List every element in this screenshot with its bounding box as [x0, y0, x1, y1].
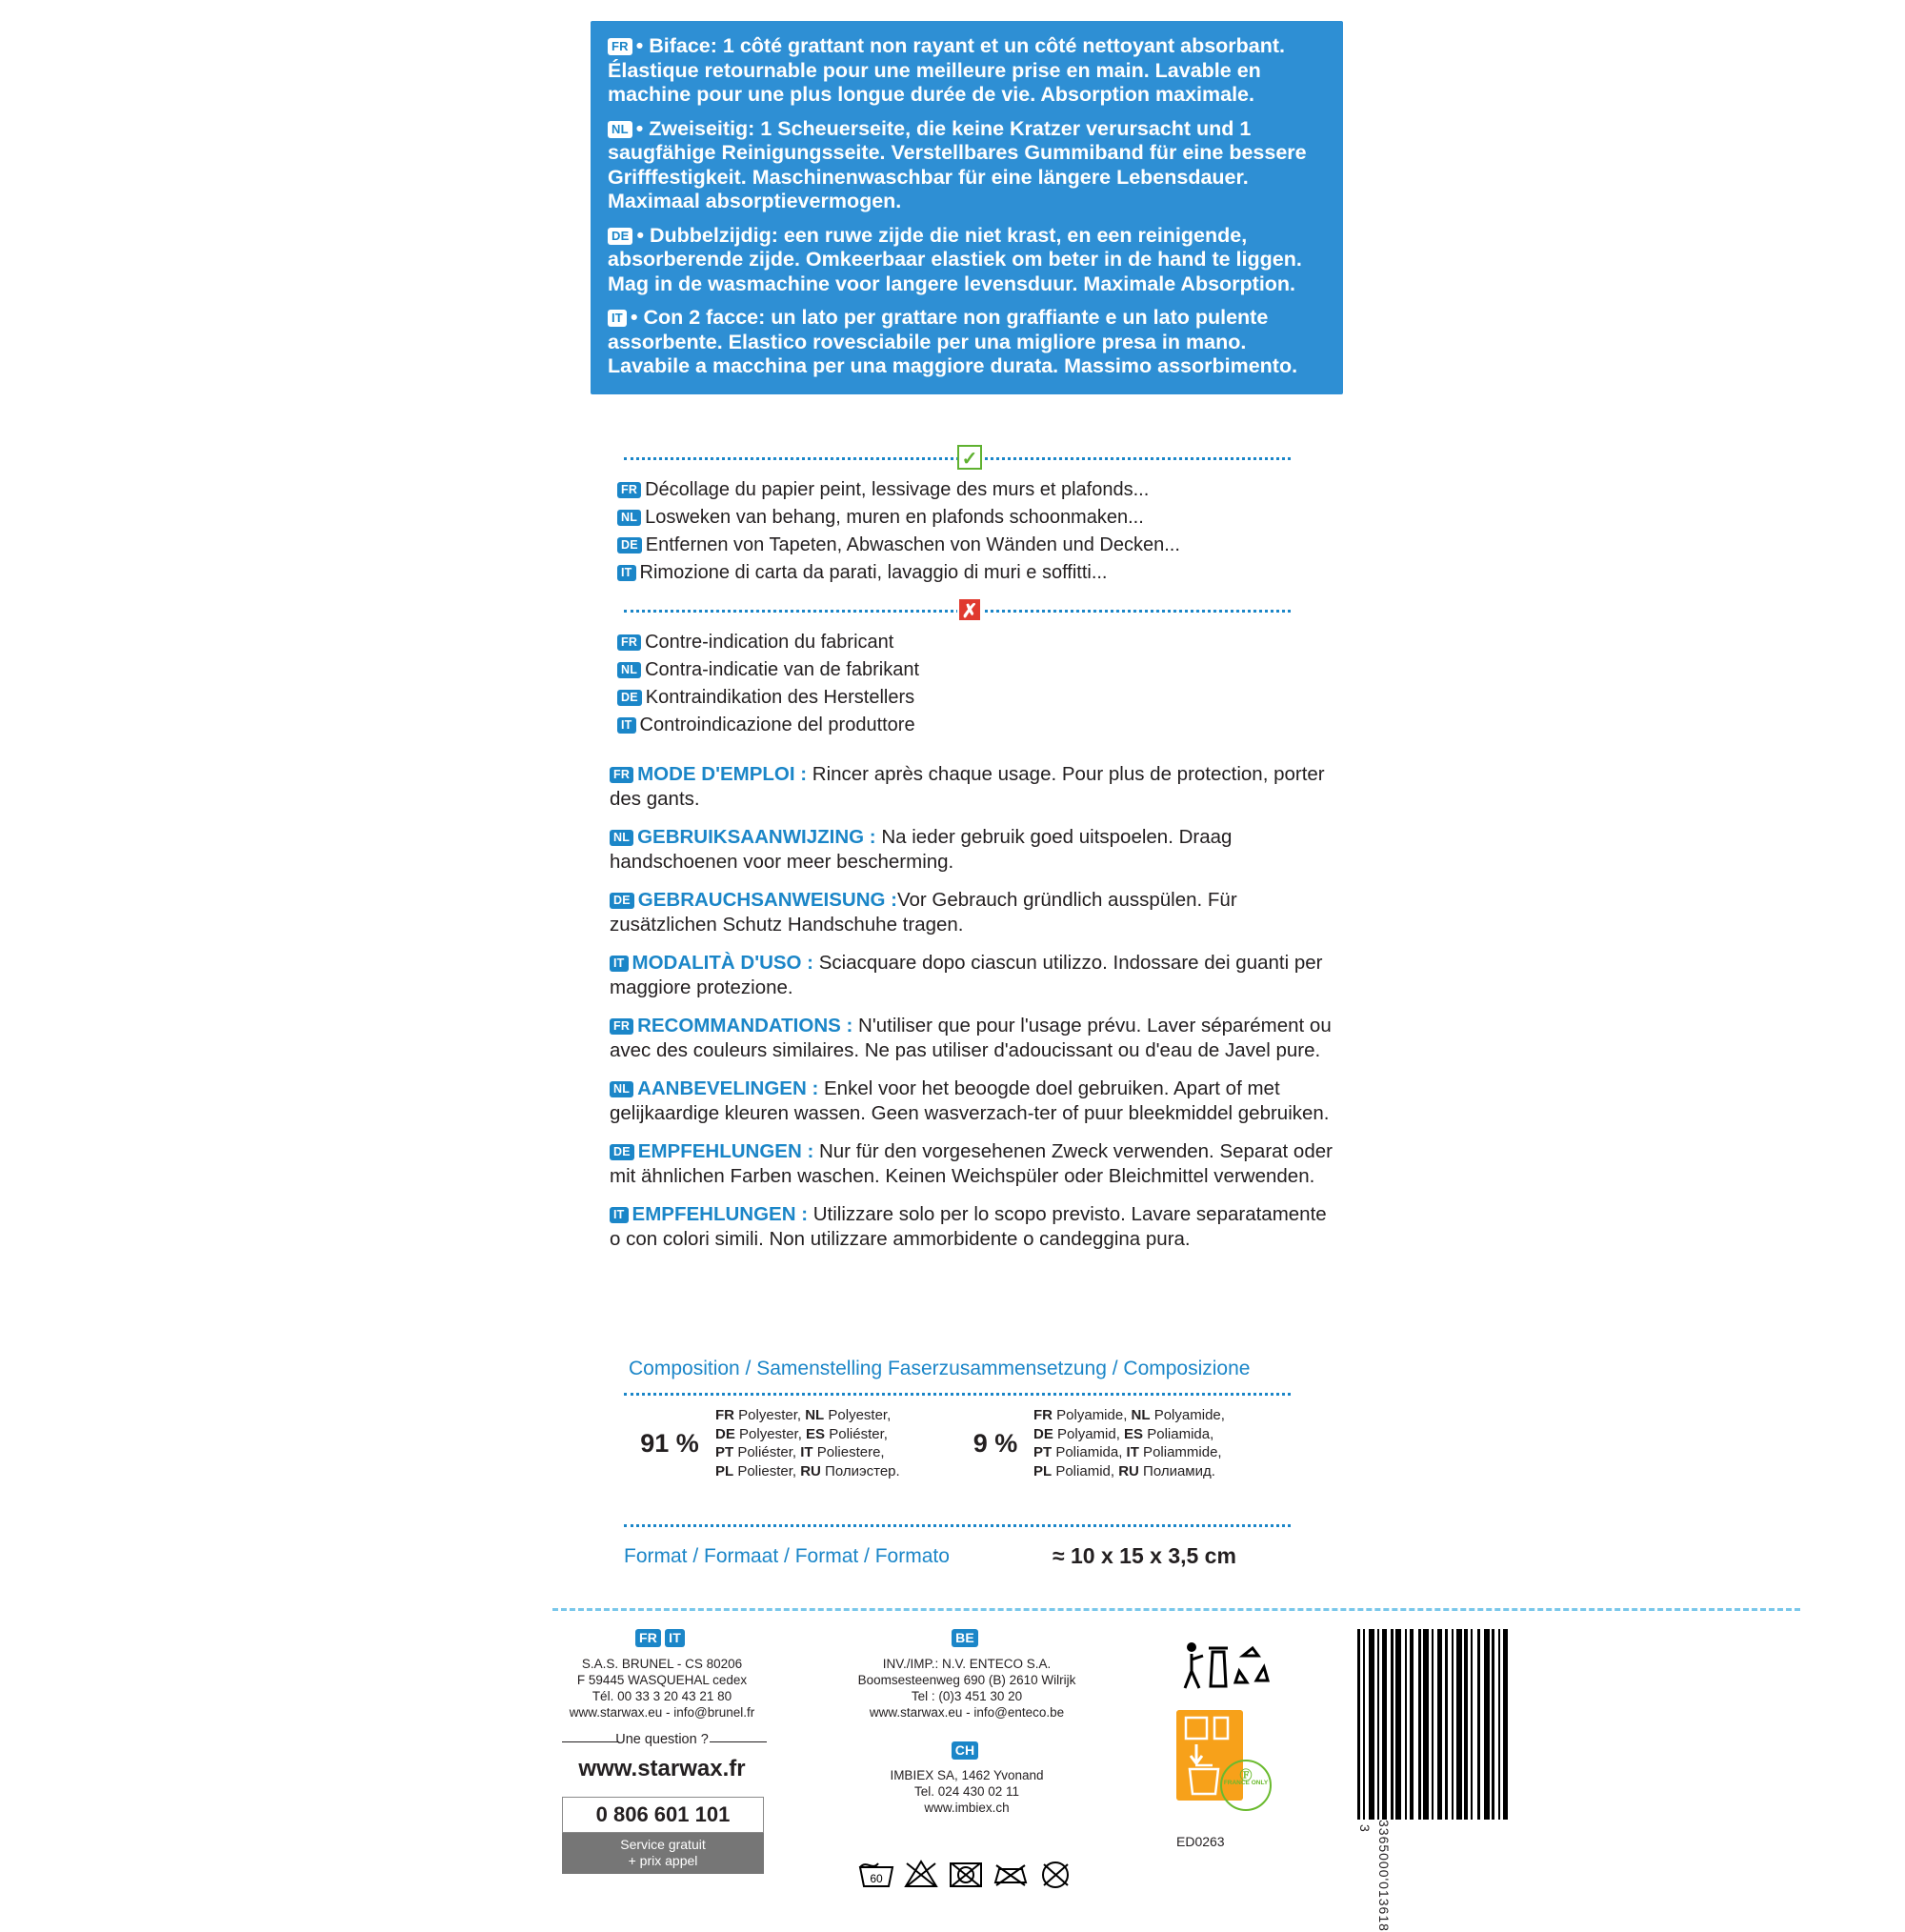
- feature-nl-text: • Zweiseitig: 1 Scheuerseite, die keine Kratzer verursacht und 1 saugfähige Reinigungsseite. Verstellbares Gummiband für eine bessere Grifffestigkeit. Maschinenwaschbar für eine längere Lebensdauer. Maximaal absorptievermogen.: [608, 116, 1307, 212]
- composition-title: Composition / Samenstelling Faserzusammensetzung / Composizione: [629, 1358, 1251, 1379]
- composition-materials-2: FR Polyamide, NL Polyamide, DE Polyamid, ES Poliamida, PT Poliamida, IT Poliammide, PL Poliamid, RU Полиамид.: [1033, 1407, 1225, 1479]
- svg-text:60: 60: [870, 1872, 883, 1885]
- format-row: [624, 1543, 1291, 1569]
- addr-line: Boomsesteenweg 690 (B) 2610 Wilrijk: [857, 1673, 1076, 1687]
- feature-fr: [608, 34, 1326, 108]
- uses-nl-text: Losweken van behang, muren en plafonds schoonmaken...: [645, 507, 1144, 528]
- product-features-panel: [591, 21, 1343, 394]
- lang-badge-fr: FR: [617, 482, 641, 498]
- no-bleach-icon: [902, 1856, 940, 1890]
- lang-badge-it: IT: [665, 1629, 685, 1647]
- instruction-block: [610, 1139, 1334, 1189]
- addr-line[interactable]: www.starwax.eu - info@brunel.fr: [569, 1705, 755, 1720]
- instruction-title: GEBRUIKSAANWIJZING :: [637, 826, 876, 848]
- check-icon: ✓: [957, 445, 982, 470]
- barcode-leading-digit: 3: [1357, 1824, 1373, 1832]
- composition-table: [624, 1393, 1291, 1480]
- recycling-icons: [1176, 1639, 1281, 1849]
- addr-line: S.A.S. BRUNEL - CS 80206: [581, 1657, 743, 1671]
- uses-fr-text: Décollage du papier peint, lessivage des murs et plafonds...: [645, 479, 1150, 500]
- care-symbols: [857, 1856, 1074, 1890]
- composition-column-2: [957, 1406, 1291, 1480]
- feature-it: [608, 306, 1326, 379]
- lang-badge-it: IT: [608, 310, 627, 327]
- addr-line[interactable]: www.starwax.eu - info@enteco.be: [869, 1705, 1065, 1720]
- instruction-text: N'utiliser que pour l'usage prévu. Laver séparément ou avec des couleurs similaires. Ne pas utiliser d'adoucissant ou d'eau de Javel pure.: [610, 1015, 1332, 1061]
- instruction-block: [610, 1077, 1334, 1126]
- instructions-section: [610, 762, 1334, 1265]
- warning-de-text: Kontraindikation des Herstellers: [645, 687, 915, 708]
- lang-badge-de: DE: [608, 228, 632, 245]
- feature-de: [608, 224, 1326, 297]
- list-item: [617, 559, 1180, 586]
- dotted-separator-composition-bottom: [624, 1524, 1291, 1527]
- barcode-bars: [1357, 1629, 1508, 1820]
- instruction-block: [610, 1202, 1334, 1252]
- uses-list: [617, 476, 1180, 587]
- instruction-title: RECOMMANDATIONS :: [637, 1015, 853, 1036]
- france-only-text: FRANCE ONLY: [1223, 1780, 1269, 1786]
- lang-badge-it: IT: [617, 565, 636, 581]
- instruction-block: [610, 888, 1334, 937]
- lang-badge-fr: FR: [610, 767, 633, 783]
- lang-badge-nl: NL: [610, 1081, 633, 1097]
- lang-badge-de: DE: [610, 1144, 634, 1160]
- dispose-in-bin-icon: [1176, 1639, 1281, 1696]
- comp-line: Polyester,: [738, 1407, 806, 1423]
- composition-percent-2: 9 %: [973, 1428, 1018, 1458]
- feature-de-text: • Dubbelzijdig: een ruwe zijde die niet krast, en een reinigende, absorberende zijde. Omkeerbaar elastiek om beter in de hand te liggen. Mag in de wasmachine voor langere levensduur. Maximale Absorption.: [608, 223, 1302, 295]
- barcode-number: 3365000'013618: [1376, 1820, 1392, 1932]
- lang-badge-be: BE: [952, 1629, 978, 1647]
- lang-badge-nl: NL: [617, 662, 641, 678]
- instruction-text: Utilizzare solo per lo scopo previsto. Lavare separatamente o con colori simili. Non utilizzare ammorbidente o candeggina pura.: [610, 1203, 1327, 1250]
- lang-badge-de: DE: [617, 537, 642, 553]
- list-item: [617, 712, 919, 738]
- footer: [552, 1620, 1819, 1932]
- enteco-address: [810, 1656, 1124, 1721]
- addr-line: Tel : (0)3 451 30 20: [911, 1689, 1023, 1703]
- feature-nl: [608, 117, 1326, 214]
- brunel-address: [552, 1656, 772, 1721]
- imbiex-address: [810, 1767, 1124, 1816]
- instruction-text: Enkel voor het beoogde doel gebruiken. Apart of met gelijkaardige kleuren wassen. Geen wasverzach-ter of puur bleekmiddel gebruiken.: [610, 1077, 1330, 1124]
- list-item: [617, 684, 919, 711]
- no-tumble-dry-icon: [947, 1856, 985, 1890]
- instruction-text: Sciacquare dopo ciascun utilizzo. Indossare dei guanti per maggiore protezione.: [610, 952, 1323, 998]
- composition-materials-1: FR Polyester, NL Polyester, DE Polyester, ES Poliéster, PT Poliéster, IT Poliestere, PL Poliester, RU Полиэстер.: [715, 1407, 900, 1479]
- instruction-title: EMPFEHLUNGEN :: [637, 1140, 814, 1162]
- addr-line: Tél. 00 33 3 20 43 21 80: [592, 1689, 732, 1703]
- lang-badge-nl: NL: [610, 830, 633, 846]
- no-iron-icon: [992, 1856, 1030, 1890]
- feature-it-text: • Con 2 facce: un lato per grattare non graffiante e un lato pulente assorbente. Elastico rovesciabile per una migliore presa in mano. Lavabile a macchina per una maggiore durata. Massimo assorbimento.: [608, 306, 1298, 377]
- france-only-badge: Ⓕ FRANCE ONLY: [1220, 1760, 1272, 1811]
- enteco-lang-badge: [810, 1629, 1124, 1649]
- imbiex-lang-badge: [810, 1741, 1124, 1761]
- instruction-text: Na ieder gebruik goed uitspoelen. Draag handschoenen voor meer bescherming.: [610, 826, 1233, 873]
- cross-icon: ✗: [957, 597, 982, 622]
- lang-badge-fr: FR: [610, 1018, 633, 1035]
- addr-line[interactable]: www.imbiex.ch: [924, 1801, 1010, 1815]
- ed-code: ED0263: [1176, 1834, 1225, 1849]
- instruction-title: EMPFEHLUNGEN :: [632, 1203, 809, 1225]
- instruction-block: [610, 825, 1334, 875]
- phone-note-line2: + prix appel: [628, 1853, 698, 1868]
- composition-percent-1: 91 %: [640, 1428, 699, 1458]
- cut-line: [552, 1608, 1800, 1611]
- addr-line: F 59445 WASQUEHAL cedex: [576, 1673, 748, 1687]
- addr-line: Tel. 024 430 02 11: [913, 1784, 1020, 1799]
- instruction-text: Nur für den vorgesehenen Zweck verwenden. Separat oder mit ähnlichen Farben waschen. Keinen Weichspüler oder Bleichmittel verwenden.: [610, 1140, 1333, 1187]
- lang-badge-de: DE: [610, 893, 634, 909]
- lang-badge-nl: NL: [617, 510, 641, 526]
- list-item: [617, 476, 1180, 503]
- lang-badge-ch: CH: [952, 1741, 979, 1760]
- instruction-title: MODALITÀ D'USO :: [632, 952, 814, 974]
- barcode: [1357, 1629, 1508, 1932]
- list-item: [617, 629, 919, 655]
- no-dry-clean-icon: [1036, 1856, 1074, 1890]
- warning-nl-text: Contra-indicatie van de fabrikant: [645, 659, 920, 680]
- phone-number[interactable]: 0 806 601 101: [562, 1797, 764, 1833]
- phone-note-line1: Service gratuit: [620, 1837, 706, 1852]
- lang-badge-it: IT: [610, 1207, 629, 1223]
- warning-it-text: Controindicazione del produttore: [639, 714, 915, 735]
- list-item: [617, 532, 1180, 558]
- feature-fr-text: • Biface: 1 côté grattant non rayant et un côté nettoyant absorbant. Élastique retournable pour une meilleure prise en main. Lavable en machine pour une plus longue durée de vie. Absorption maximale.: [608, 34, 1286, 106]
- lang-badge-nl: NL: [608, 121, 632, 138]
- format-value: ≈ 10 x 15 x 3,5 cm: [1053, 1543, 1236, 1568]
- wash-tub-icon: [857, 1856, 895, 1890]
- phone-note: [562, 1833, 764, 1874]
- addr-line: INV./IMP.: N.V. ENTECO S.A.: [882, 1657, 1052, 1671]
- instruction-title: MODE D'EMPLOI :: [637, 763, 808, 785]
- lang-badge-it: IT: [610, 956, 629, 972]
- lang-badge-fr: FR: [635, 1629, 661, 1647]
- lang-badge-it: IT: [617, 717, 636, 734]
- instruction-block: [610, 951, 1334, 1000]
- warning-fr-text: Contre-indication du fabricant: [645, 632, 894, 653]
- format-label: Format / Formaat / Format / Formato: [624, 1544, 950, 1567]
- list-item: [617, 504, 1180, 531]
- question-label: Une question ?: [615, 1732, 709, 1747]
- instruction-title: AANBEVELINGEN :: [637, 1077, 819, 1099]
- uses-de-text: Entfernen von Tapeten, Abwaschen von Wänden und Decken...: [645, 534, 1180, 555]
- website-link[interactable]: www.starwax.fr: [578, 1756, 746, 1781]
- lang-badge-fr: FR: [608, 38, 632, 55]
- uses-it-text: Rimozione di carta da parati, lavaggio di muri e soffitti...: [639, 562, 1108, 583]
- instruction-title: GEBRAUCHSANWEISUNG :: [637, 889, 897, 911]
- instruction-text: Vor Gebrauch gründlich ausspülen. Für zusätzlichen Schutz Handschuhe tragen.: [610, 889, 1237, 936]
- addr-line: IMBIEX SA, 1462 Yvonand: [890, 1768, 1044, 1782]
- lang-badge-fr: FR: [617, 634, 641, 651]
- instruction-text: Rincer après chaque usage. Pour plus de protection, porter des gants.: [610, 763, 1325, 810]
- brunel-lang-badges: [552, 1629, 772, 1649]
- warnings-list: [617, 629, 919, 739]
- instruction-block: [610, 762, 1334, 812]
- lang-badge-de: DE: [617, 690, 642, 706]
- instruction-block: [610, 1014, 1334, 1063]
- composition-column-1: [624, 1406, 957, 1480]
- list-item: [617, 656, 919, 683]
